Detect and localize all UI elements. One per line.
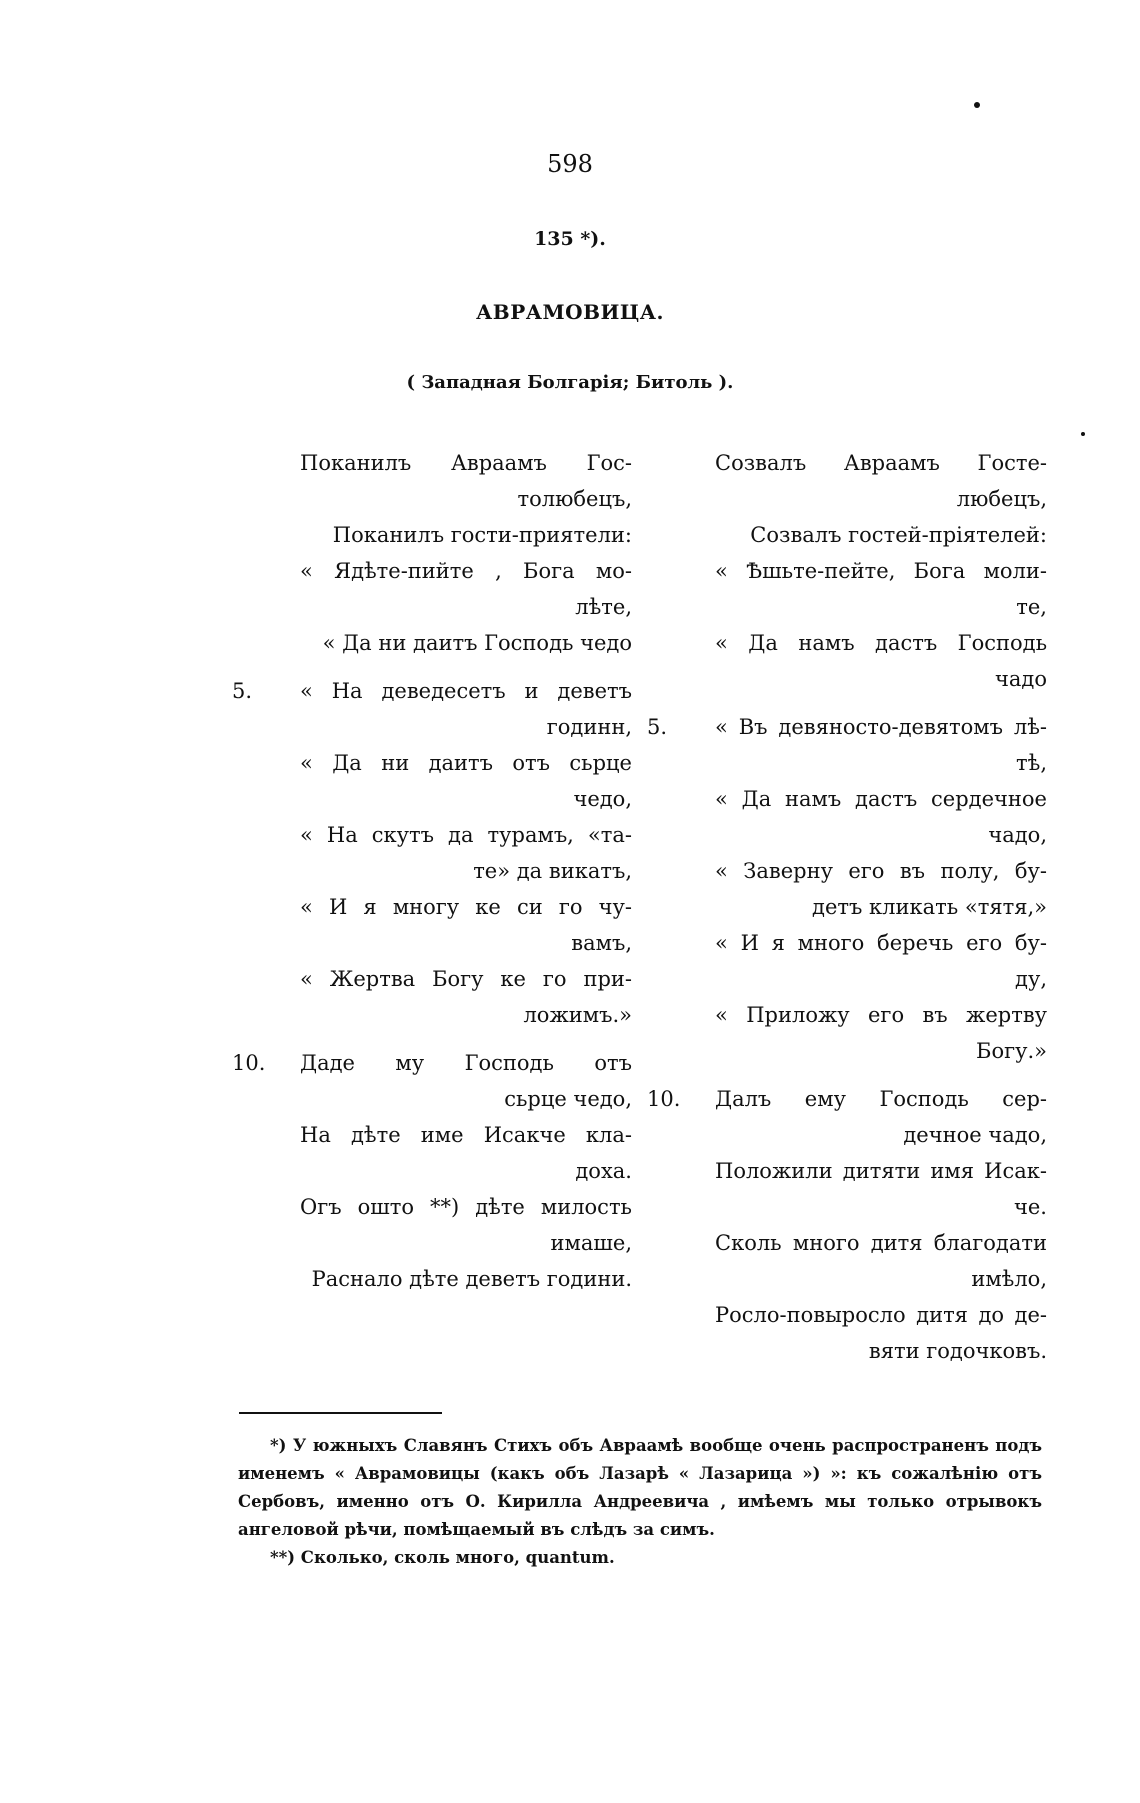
verse-continuation: имаше, [550,1231,632,1255]
verse-text: « Ѣшьте-пейте, Бога моли- [715,559,1047,583]
verse-text: « Приложу его въ жертву [715,1003,1047,1027]
verse-line [647,709,1075,781]
verse-line [655,853,1075,925]
verse-line [655,445,1075,517]
speck-mark [1081,432,1085,436]
verse-text: Даде му Господь отъ [300,1051,632,1075]
verse-line [240,625,660,661]
line-number: 10. [232,1051,266,1075]
speck-mark [974,102,980,108]
verse-text: « Ядѣте-пийте , Бога мо- [300,559,632,583]
verse-text: Далъ ему Господь сер- [715,1087,1047,1111]
stanza [655,445,1075,697]
verse-text: « Въ девяносто-девятомъ лѣ- [715,715,1047,739]
verse-line [655,625,1075,697]
verse-line [240,445,660,517]
verse-text: « И я много беречь его бу- [715,931,1047,955]
left-column-bulgarian-text [232,445,660,1309]
stanza [240,445,660,661]
footnotes [238,1432,1042,1572]
verse-line [655,1225,1075,1297]
verse-text: « Заверну его въ полу, бу- [715,859,1047,883]
stanza [647,1081,1075,1369]
verse-line [240,961,660,1033]
verse-continuation: те, [1016,595,1047,619]
verse-line [240,889,660,961]
verse-text: « Жертва Богу ке го при- [300,967,632,991]
verse-line [647,1081,1075,1153]
stanza [232,673,660,1033]
footnote-1: *) У южныхъ Славянъ Стихъ объ Авраамѣ вообще очень распространенъ подъ именемъ « Аврамовицы (какъ объ Лазарѣ « Лазарица ») »: къ сожалѣнію отъ Сербовъ, именно отъ О. Кирилла Андреевича , имѣемъ мы только отрывокъ ангеловой рѣчи, помѣщаемый въ слѣдъ за симъ. [238,1436,1042,1539]
verse-continuation: любецъ, [956,487,1047,511]
verse-line [240,817,660,889]
song-number: 135 *). [534,228,606,250]
verse-text: Огъ ошто **) дѣте милость [300,1195,632,1219]
verse-text: Росло-повыросло дитя до де- [715,1303,1047,1327]
verse-line [240,1189,660,1261]
verse-line [240,517,660,553]
verse-line [232,1045,660,1117]
page-number: 598 [547,150,593,178]
verse-continuation: тѣ, [1016,751,1047,775]
verse-text: Созвалъ гостей-пріятелей: [750,523,1047,547]
verse-continuation: ложимъ.» [523,1003,632,1027]
line-number: 5. [232,679,253,703]
verse-line [655,517,1075,553]
verse-continuation: ду, [1015,967,1047,991]
verse-line [655,781,1075,853]
verse-text: « Да ни даитъ Господь чедо [322,631,632,655]
verse-continuation: детъ кликать «тятя,» [812,895,1047,919]
verse-continuation: чадо [995,667,1047,691]
verse-continuation: лѣте, [575,595,632,619]
verse-continuation: сьрце чедо, [504,1087,632,1111]
verse-line [240,553,660,625]
verse-continuation: дечное чадо, [903,1123,1047,1147]
verse-text: Поканилъ Авраамъ Гос- [300,451,632,475]
verse-text: « На деведесетъ и деветъ [300,679,632,703]
verse-text: « Да ни даитъ отъ сьрце [300,751,632,775]
verse-continuation: те» да викатъ, [473,859,632,883]
stanza [232,1045,660,1297]
verse-continuation: вамъ, [571,931,632,955]
right-column-russian-translation [647,445,1075,1381]
verse-continuation: чадо, [988,823,1047,847]
line-number: 10. [647,1087,681,1111]
verse-continuation: доха. [575,1159,632,1183]
verse-line [655,925,1075,997]
verse-continuation: Богу.» [976,1039,1047,1063]
verse-text: На дѣте име Исакче кла- [300,1123,632,1147]
verse-text: « На скутъ да турамъ, «та- [300,823,632,847]
verse-line [240,1117,660,1189]
footnote-2: **) Сколько, сколь много, quantum. [270,1548,615,1567]
verse-continuation: годинн, [546,715,632,739]
verse-text: Поканилъ гости-приятели: [332,523,632,547]
verse-line [240,1261,660,1297]
verse-line [655,997,1075,1069]
verse-text: « Да намъ дастъ сердечное [715,787,1047,811]
verse-text: « Да намъ дастъ Господь [715,631,1047,655]
verse-continuation: чедо, [573,787,632,811]
verse-line [240,745,660,817]
verse-line [232,673,660,745]
song-origin-subtitle: ( Западная Болгарія; Битоль ). [406,372,734,393]
verse-text: Созвалъ Авраамъ Госте- [715,451,1047,475]
verse-continuation: вяти годочковъ. [868,1339,1047,1363]
verse-text: « И я многу ке си го чу- [300,895,632,919]
verse-continuation: че. [1014,1195,1047,1219]
verse-text: Сколь много дитя благодати [715,1231,1047,1255]
verse-line [655,1153,1075,1225]
verse-text: Положили дитяти имя Исак- [715,1159,1047,1183]
verse-continuation: имѣло, [971,1267,1047,1291]
footnote-divider [239,1412,442,1414]
stanza [647,709,1075,1069]
verse-line [655,1297,1075,1369]
line-number: 5. [647,715,668,739]
verse-text: Раснало дѣте деветъ години. [311,1267,632,1291]
verse-line [655,553,1075,625]
verse-continuation: толюбецъ, [517,487,632,511]
song-title: АВРАМОВИЦА. [476,300,664,324]
